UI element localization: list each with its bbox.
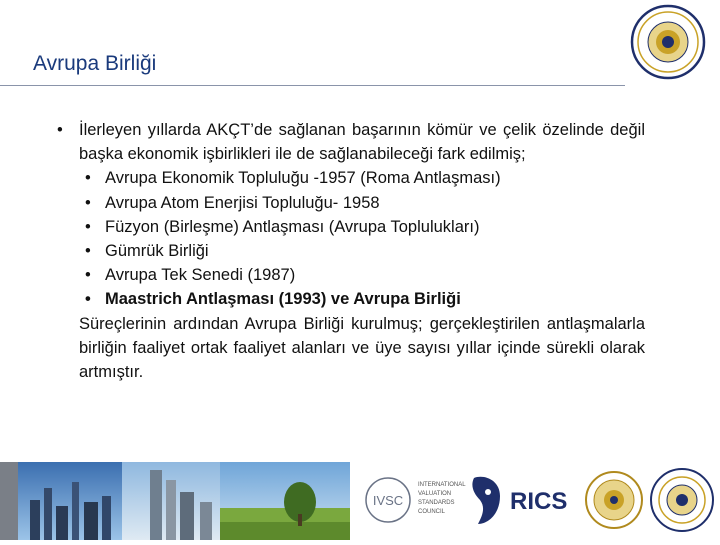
- slide-title: Avrupa Birliği: [33, 52, 157, 75]
- title-divider: [0, 85, 625, 86]
- university-seal-icon: [586, 472, 642, 528]
- university-seal-logo: [628, 4, 708, 80]
- bullet-icon: •: [85, 266, 91, 285]
- bullet-icon: •: [85, 242, 91, 261]
- slide-body: [57, 118, 645, 384]
- closing-paragraph: Süreçlerinin ardından Avrupa Birliği kurulmuş; gerçekleştirilen antlaşmalarla birliğin faaliyet ortak faaliyet alanları ve üye sayısı yıllar içinde sürekli olarak artmıştır.: [79, 314, 645, 382]
- svg-text:VALUATION: VALUATION: [418, 491, 452, 497]
- list-item: • Avrupa Ekonomik Topluluğu -1957 (Roma Antlaşması): [79, 166, 645, 190]
- list-item: • Avrupa Atom Enerjisi Topluluğu- 1958: [79, 191, 645, 215]
- svg-text:STANDARDS: STANDARDS: [418, 500, 455, 506]
- footer-logos: [362, 462, 720, 540]
- list-item: • Avrupa Tek Senedi (1987): [79, 263, 645, 287]
- footer-photo-strip: [0, 462, 350, 540]
- bullet-icon: •: [85, 193, 91, 212]
- treaty-list: [57, 166, 645, 311]
- list-item: • Füzyon (Birleşme) Antlaşması (Avrupa Toplulukları): [79, 215, 645, 239]
- bullet-icon: •: [57, 121, 63, 139]
- bullet-icon: •: [85, 169, 91, 188]
- svg-text:COUNCIL: COUNCIL: [418, 509, 446, 515]
- partner-logos: [362, 462, 720, 540]
- svg-text:INTERNATIONAL: INTERNATIONAL: [418, 482, 466, 488]
- rics-logo-text: RICS: [510, 488, 568, 515]
- intro-text: İlerleyen yıllarda AKÇT’de sağlanan başarının kömür ve çelik özelinde değil başka ekonomik işbirlikleri ile de sağlanabileceği fark edilmiş;: [79, 121, 645, 164]
- intro-paragraph: [57, 118, 645, 166]
- bullet-icon: •: [85, 290, 91, 309]
- bullet-icon: •: [85, 217, 91, 236]
- ivsc-logo-text: IVSC: [372, 493, 404, 508]
- university-seal-icon-2: [651, 469, 713, 531]
- list-item: • Maastrich Antlaşması (1993) ve Avrupa Birliği: [79, 287, 645, 311]
- list-item: • Gümrük Birliği: [79, 239, 645, 263]
